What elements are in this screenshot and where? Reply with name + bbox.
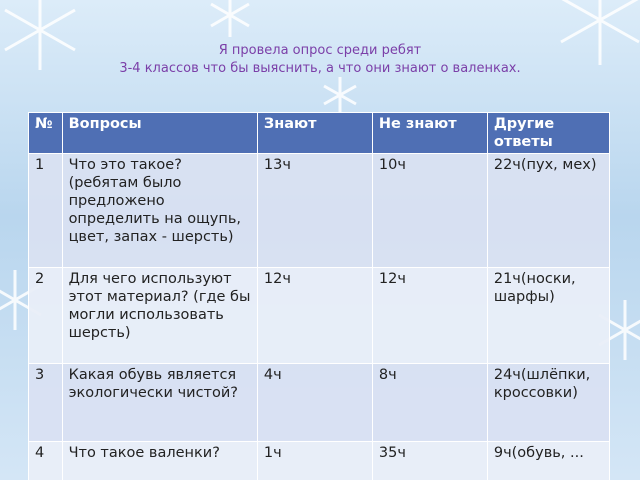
cell-dont-know: 10ч [372, 154, 487, 268]
title-line-1: Я провела опрос среди ребят [218, 43, 422, 58]
header-other-answers: Другие ответы [487, 113, 609, 154]
table-row [29, 364, 610, 442]
cell-number: 2 [29, 268, 63, 364]
cell-other: 24ч(шлёпки, кроссовки) [487, 364, 609, 442]
cell-know: 1ч [257, 442, 372, 480]
title-line-2: 3-4 классов что бы выяснить, а что они знают о валенках. [119, 61, 521, 76]
cell-other: 21ч(носки, шарфы) [487, 268, 609, 364]
cell-other: 22ч(пух, мех) [487, 154, 609, 268]
cell-dont-know: 8ч [372, 364, 487, 442]
header-know: Знают [257, 113, 372, 154]
table-header-row [29, 113, 610, 154]
cell-question: Для чего используют этот материал? (где бы могли использовать шерсть) [62, 268, 257, 364]
header-dont-know: Не знают [372, 113, 487, 154]
cell-dont-know: 35ч [372, 442, 487, 480]
cell-know: 13ч [257, 154, 372, 268]
table-row [29, 268, 610, 364]
cell-know: 4ч [257, 364, 372, 442]
cell-question: Какая обувь является экологически чистой? [62, 364, 257, 442]
cell-other: 9ч(обувь, ... [487, 442, 609, 480]
header-questions: Вопросы [62, 113, 257, 154]
survey-table-container [28, 112, 610, 480]
snowflake-icon [324, 77, 356, 113]
cell-dont-know: 12ч [372, 268, 487, 364]
snowflake-icon [211, 0, 249, 37]
header-number: № [29, 113, 63, 154]
survey-table [28, 112, 610, 480]
table-row [29, 442, 610, 480]
cell-question: Что это такое? (ребятам было предложено определить на ощупь, цвет, запах - шерсть) [62, 154, 257, 268]
cell-question: Что такое валенки? [62, 442, 257, 480]
cell-number: 1 [29, 154, 63, 268]
cell-number: 3 [29, 364, 63, 442]
cell-know: 12ч [257, 268, 372, 364]
slide-title [0, 42, 640, 78]
table-row [29, 154, 610, 268]
cell-number: 4 [29, 442, 63, 480]
